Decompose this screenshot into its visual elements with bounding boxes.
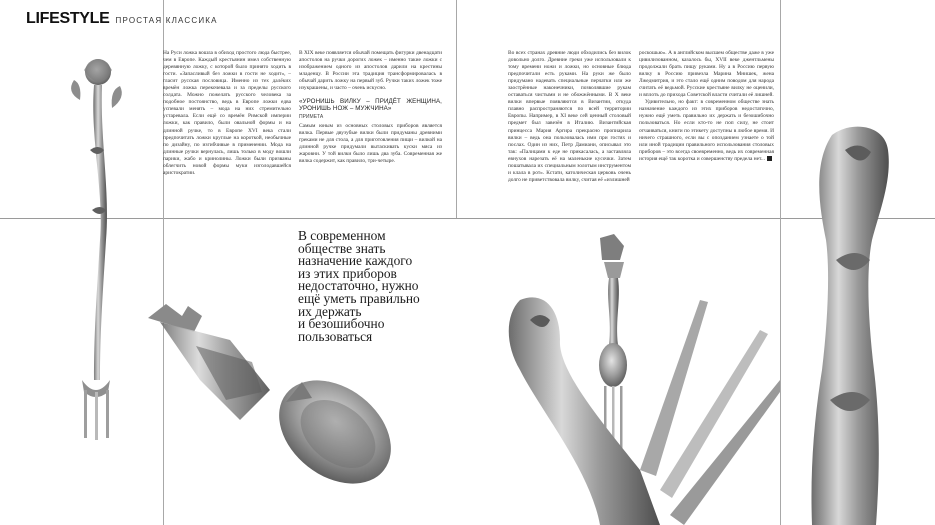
masthead <box>26 10 218 28</box>
article-column-3 <box>508 50 631 184</box>
paragraph: В XIX веке появляется обычай помещать фигурки двенадцати апостолов на ручки дорогих ложек – именно такие ложки с изображением одного из апостолов дарили на крестины младенцу. В России эта традиция трансформировалась в обычай дарить ложку на первый зуб. Ручки таких ложек тоже изукрашены, и часто – очень искусно. <box>299 50 442 92</box>
large-fork-image <box>509 297 780 525</box>
pull-quote-line: из этих приборов <box>298 265 397 281</box>
paragraph <box>639 99 774 162</box>
paragraph: Самым юным из основных столовых приборов является вилка. Первые двузубые вилки были придуманы древними греками не для стола, а для приготовления пищи – вилкой на длинной ручке придумали вытаскивать куски мяса из жаровни. У той вилки было лишь два зуба. Современная же вилка содержит, как правило, три-четыре. <box>299 122 442 164</box>
article-column-1 <box>163 50 291 177</box>
pull-quote-line: недостаточно, нужно <box>298 278 419 294</box>
magazine-section-logo: LIFESTYLE <box>26 10 110 27</box>
pull-quote-line: В современном <box>298 228 386 243</box>
pull-quote-line: их держать <box>298 303 362 319</box>
section-title: ПРОСТАЯ КЛАССИКА <box>115 16 218 25</box>
paragraph: Во всех странах древние люди обходились без вилок довольно долго. Древние греки уже использовали к тому времени ножи и ложки, но основные блюда предпочитали есть руками. На руки же было придумано надевать специальные перчатки или же заострённые наконечники, позволявшие рукам оставаться чистыми и не обожжёнными. В X веке вилки впервые появляются в Византии, откуда плавно распространяются по всей территории Европы. Например, в XI веке сей ценный столовый предмет был завезён в Италию. Византийская принцесса Мария Аргира прекрасно пропиарила вилки – ведь она пользовалась ими при гостях и послах. Один из них, Петр Дамиани, описывал это так: «Палицами к еде не прикасалась, а заставляла евнухов нарезать её на маленькие кусочки. Затем пошатывала их специальным золотым инструментом и клала в рот». Кстати, католическая церковь очень долго не приветствовала вилку, считая её «излишней <box>508 50 631 183</box>
paragraph: На Руси ложка вошла в обиход простого люда быстрее, чем в Европе. Каждый крестьянин имел собственную деревянную ложку, с которой было принято ходить в гости. «Запасливый без ложки в гости не ходит», – гласит русская пословица. Именно из тех далёких времён ложка перекочевала и за пределы русского солдата. Можно пожелать русского человека за подобное постоянство, ведь в Европе ложки едва успевали менять – мода на них стремительно устаревала. Если ещё со времён Римской империи ложки, как правило, были овальной формы и на длинной ручке, то в Европе XVI века стали предпочитать ложки круглые на короткой, необычные по дизайну, по изгибчивые в применении. Мода на длинные ручки вернулась, лишь только в моду вошли парики, жабо и кринолины. Ложки были призваны облегчить новой формы муки изголодавшейся аристократии. <box>163 50 291 176</box>
pull-quote-line: и безошибочно <box>298 316 385 332</box>
rose-fork-image <box>71 59 122 440</box>
article-column-2 <box>299 50 442 165</box>
pull-quote <box>298 230 438 343</box>
pull-quote-line: ещё уметь правильно <box>298 290 420 306</box>
paragraph: роскошью». А в английском высшем обществе даже в уже цивилизованном, казалось бы, XVII веке джентльмены продолжали брать пищу руками. Ну а в Россию первую вилку в Россию привезла Марина Мнишек, жена Лжедмитрия, и это стало ещё одним поводом для народа считать её ведьмой. Русские крестьяне вилку не оценили, и вплоть до прихода Советской власти считали её лишней. <box>639 50 774 99</box>
pull-quote-line: пользоваться <box>298 328 373 344</box>
pull-quote-line: обществе знать <box>298 240 386 256</box>
paragraph-text: Удивительно, но факт: в современном обществе знать назначение каждого из этих приборов недостаточно, нужно ещё уметь правильно их держать и безошибочно пользоваться. Но если кто-то не поп силу, не стоит отчаиваться, книги по этикету доступны в любое время. И ничего страшного, если вы с опозданием узнаете о той или иной традиции правильного использования столовых приборов – это всегда своевременно, ведь их современная история ещё так коротка и совершенству предела нет... <box>639 99 774 162</box>
article-column-4 <box>639 50 774 163</box>
ornate-handle-image <box>811 127 888 525</box>
end-mark-icon <box>767 156 772 161</box>
quote-attribution: ПРИМЕТА <box>299 113 324 120</box>
quote: «УРОНИШЬ ВИЛКУ – ПРИДЁТ ЖЕНЩИНА, УРОНИШЬ НОЖ – МУЖЧИНА» <box>299 98 442 113</box>
pull-quote-line: назначение каждого <box>298 253 413 269</box>
